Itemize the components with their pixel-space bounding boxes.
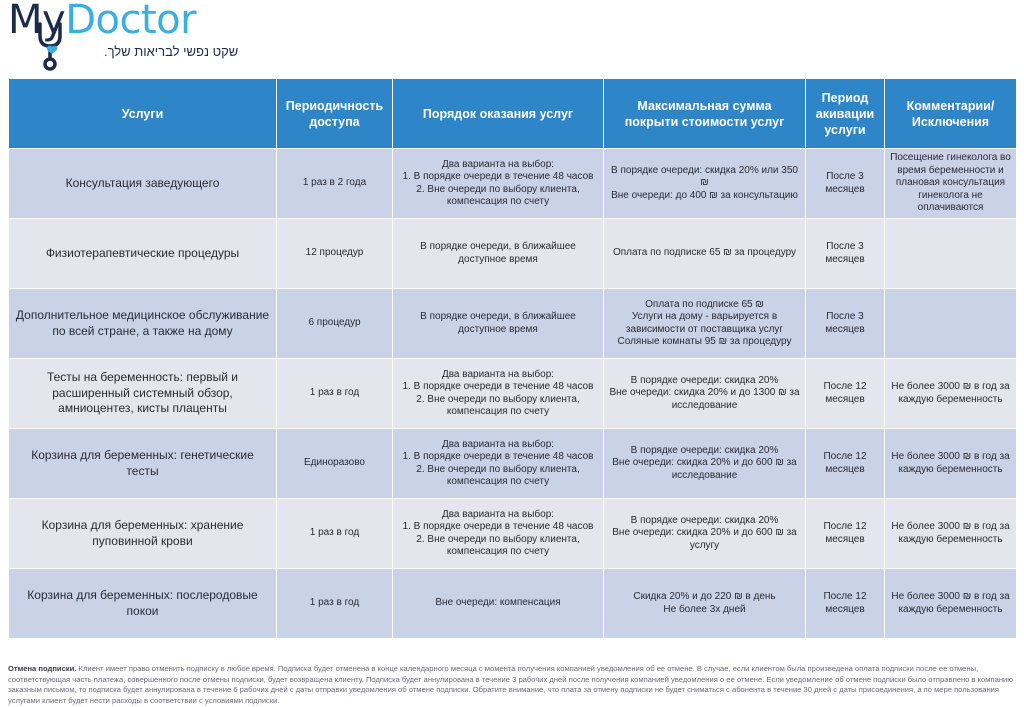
footnote-text: Клиент имеет право отменить подписку в любое время. Подписка будет отменена в конце календарного месяца с момента получения компанией уведомления об ее отмене. В случае, если клиентом была произведена оплата подписки после ее отмены, соответствующая часть платежа, совершенного после отмены подписки, будет возвращена клиенту. Подписка будет аннулирована в течение 3 рабочих дней после получения компанией уведомления о ее отмене. Если уведомление об отмене подписки было отправлено в компанию заказным письмом, то подписка будет аннулирована в течение 6 рабочих дней с даты отправки уведомления об отмене подписки. Обратите внимание, что плата за отмену подписки не будет сниматься с абонента в течение 30 дней с даты присоединения, а по мере пользования услугами клиент будет нести расходы в соответствии с условиями подписки. xyxy=(8,664,1013,705)
cell-max-amount: Скидка 20% и до 220 ₪ в день Не более 3х дней xyxy=(604,569,806,639)
cell-activation: После 12 месяцев xyxy=(806,429,885,499)
table-row xyxy=(9,499,1017,569)
cell-service: Корзина для беременных: хранение пуповинной крови xyxy=(9,499,277,569)
cell-max-amount: В порядке очереди: скидка 20% Вне очереди: скидка 20% и до 600 ₪ за услугу xyxy=(604,499,806,569)
cell-comment: Не более 3000 ₪ в год за каждую беременность xyxy=(885,569,1017,639)
cell-activation: После 3 месяцев xyxy=(806,289,885,359)
cell-frequency: 12 процедур xyxy=(277,219,393,289)
header-max-amount: Максимальная сумма покрыти стоимости услуг xyxy=(604,79,806,149)
cell-comment: Не более 3000 ₪ в год за каждую беременность xyxy=(885,429,1017,499)
cell-max-amount: В порядке очереди: скидка 20% Вне очереди: скидка 20% и до 1300 ₪ за исследование xyxy=(604,359,806,429)
cell-frequency: 1 раз в 2 года xyxy=(277,149,393,219)
table-row xyxy=(9,219,1017,289)
cell-max-amount: Оплата по подписке 65 ₪ за процедуру xyxy=(604,219,806,289)
header-frequency: Периодичность доступа xyxy=(277,79,393,149)
table-header-row xyxy=(9,79,1017,149)
cell-activation: После 12 месяцев xyxy=(806,499,885,569)
cell-service: Консультация заведующего xyxy=(9,149,277,219)
cell-frequency: 1 раз в год xyxy=(277,359,393,429)
cell-max-amount: В порядке очереди: скидка 20% или 350 ₪ Вне очереди: до 400 ₪ за консультацию xyxy=(604,149,806,219)
cell-activation: После 12 месяцев xyxy=(806,359,885,429)
cancellation-footnote xyxy=(8,664,1016,706)
mydoctor-logo xyxy=(8,2,238,72)
header-comments: Комментарии/ Исключения xyxy=(885,79,1017,149)
cell-procedure: Два варианта на выбор: 1. В порядке очереди в течение 48 часов 2. Вне очереди по выбору клиента, компенсация по счету xyxy=(393,429,604,499)
logo-tagline: שקט נפשי לבריאות שלך. xyxy=(104,44,239,59)
cell-activation: После 12 месяцев xyxy=(806,569,885,639)
cell-max-amount: Оплата по подписке 65 ₪ Услуги на дому - варьируется в зависимости от поставщика услуг Соляные комнаты 95 ₪ за процедуру xyxy=(604,289,806,359)
services-table xyxy=(8,78,1017,639)
cell-comment: Не более 3000 ₪ в год за каждую беременность xyxy=(885,499,1017,569)
header-services: Услуги xyxy=(9,79,277,149)
cell-procedure: Два варианта на выбор: 1. В порядке очереди в течение 48 часов 2. Вне очереди по выбору клиента, компенсация по счету xyxy=(393,499,604,569)
cell-service: Корзина для беременных: послеродовые покои xyxy=(9,569,277,639)
table-row xyxy=(9,569,1017,639)
logo-text-doctor: Doctor xyxy=(65,0,197,43)
table-row xyxy=(9,359,1017,429)
cell-procedure: Вне очереди: компенсация xyxy=(393,569,604,639)
cell-procedure: Два варианта на выбор: 1. В порядке очереди в течение 48 часов 2. Вне очереди по выбору клиента, компенсация по счету xyxy=(393,359,604,429)
cell-frequency: 6 процедур xyxy=(277,289,393,359)
cell-activation: После 3 месяцев xyxy=(806,149,885,219)
cell-service: Дополнительное медицинское обслуживание по всей стране, а также на дому xyxy=(9,289,277,359)
header-procedure: Порядок оказания услуг xyxy=(393,79,604,149)
cell-procedure: Два варианта на выбор: 1. В порядке очереди в течение 48 часов 2. Вне очереди по выбору клиента, компенсация по счету xyxy=(393,149,604,219)
header-activation-period: Период акивации услуги xyxy=(806,79,885,149)
cell-comment: Не более 3000 ₪ в год за каждую беременность xyxy=(885,359,1017,429)
cell-service: Корзина для беременных: генетические тесты xyxy=(9,429,277,499)
cell-service: Физиотерапевтические процедуры xyxy=(9,219,277,289)
cell-comment xyxy=(885,289,1017,359)
cell-comment xyxy=(885,219,1017,289)
cell-procedure: В порядке очереди, в ближайшее доступное время xyxy=(393,289,604,359)
table-row xyxy=(9,289,1017,359)
cell-frequency: 1 раз в год xyxy=(277,499,393,569)
footnote-title: Отмена подписки. xyxy=(8,664,77,673)
table-row xyxy=(9,149,1017,219)
cell-service: Тесты на беременность: первый и расширенный системный обзор, амниоцентез, кисты плаценты xyxy=(9,359,277,429)
cell-comment: Посещение гинеколога во время беременности и плановая консультация гинеколога не оплачиваются xyxy=(885,149,1017,219)
cell-activation: После 3 месяцев xyxy=(806,219,885,289)
cell-frequency: 1 раз в год xyxy=(277,569,393,639)
cell-max-amount: В порядке очереди: скидка 20% Вне очереди: скидка 20% и до 600 ₪ за исследование xyxy=(604,429,806,499)
cell-procedure: В порядке очереди, в ближайшее доступное время xyxy=(393,219,604,289)
table-row xyxy=(9,429,1017,499)
cell-frequency: Единоразово xyxy=(277,429,393,499)
stethoscope-icon xyxy=(32,10,68,72)
logo-text-my: My xyxy=(8,0,66,43)
